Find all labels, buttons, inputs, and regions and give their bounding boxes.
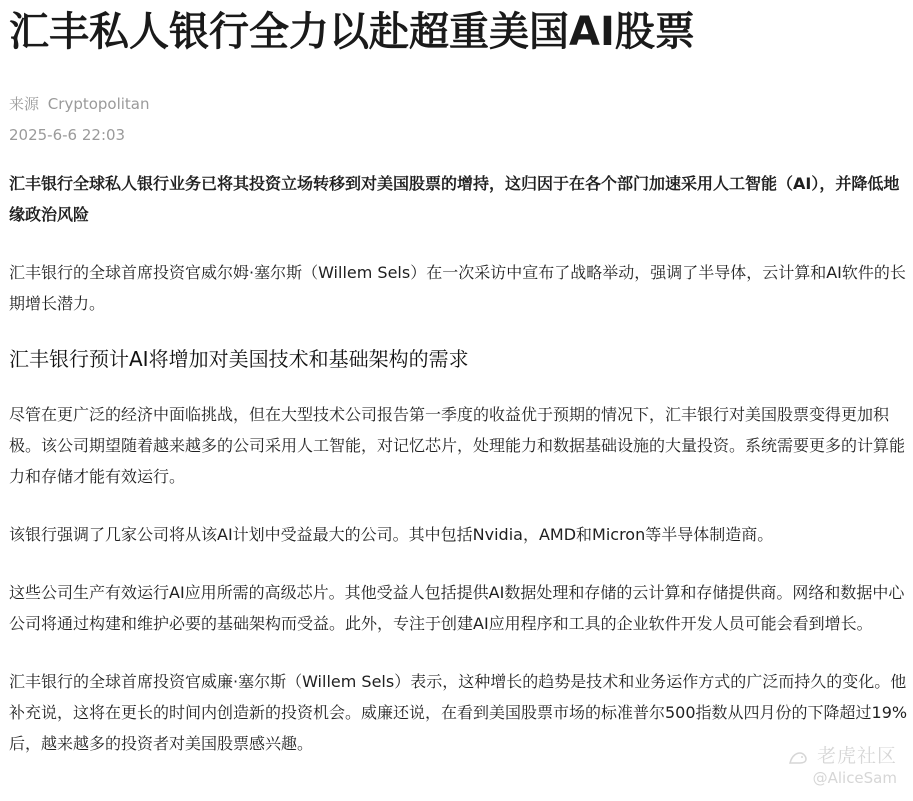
article-lead: 汇丰银行全球私人银行业务已将其投资立场转移到对美国股票的增持，这归因于在各个部门加速采用人工智能（AI），并降低地缘政治风险 [9,174,900,224]
article-title: 汇丰私人银行全力以赴超重美国AI股票 [9,9,695,55]
article-source [9,94,909,114]
paragraph-3: 该银行强调了几家公司将从该AI计划中受益最大的公司。其中包括Nvidia，AMD和Micron等半导体制造商。 [9,525,774,544]
paragraph-5: 汇丰银行的全球首席投资官威廉·塞尔斯（Willem Sels）表示，这种增长的趋势是技术和业务运作方式的广泛而持久的变化。他补充说，这将在更长的时间内创造新的投资机会。威廉还说，在看到美国股票市场的标准普尔500指数从四月份的下降超过19%后，越来越多的投资者对美国股票感兴趣。 [9,672,908,753]
paragraph-2: 尽管在更广泛的经济中面临挑战，但在大型技术公司报告第一季度的收益优于预期的情况下，汇丰银行对美国股票变得更加积极。该公司期望随着越来越多的公司采用人工智能，对记忆芯片，处理能力和数据基础设施的大量投资。系统需要更多的计算能力和存储才能有效运行。 [9,405,906,486]
article-datetime: 2025-6-6 22:03 [9,126,126,144]
paragraph-4: 这些公司生产有效运行AI应用所需的高级芯片。其他受益人包括提供AI数据处理和存储的云计算和存储提供商。网络和数据中心公司将通过构建和维护必要的基础架构而受益。此外，专注于创建AI应用程序和工具的企业软件开发人员可能会看到增长。 [9,583,905,633]
source-name[interactable]: Cryptopolitan [47,95,150,113]
paragraph-1: 汇丰银行的全球首席投资官威尔姆·塞尔斯（Willem Sels）在一次采访中宣布了战略举动，强调了半导体，云计算和AI软件的长期增长潜力。 [9,263,906,313]
watermark-community-name: 老虎社区 [816,745,897,767]
watermark-handle: @AliceSam [812,769,897,787]
article [9,0,909,759]
section-heading: 汇丰银行预计AI将增加对美国技术和基础架构的需求 [9,347,469,371]
source-label: 来源 [9,95,40,113]
